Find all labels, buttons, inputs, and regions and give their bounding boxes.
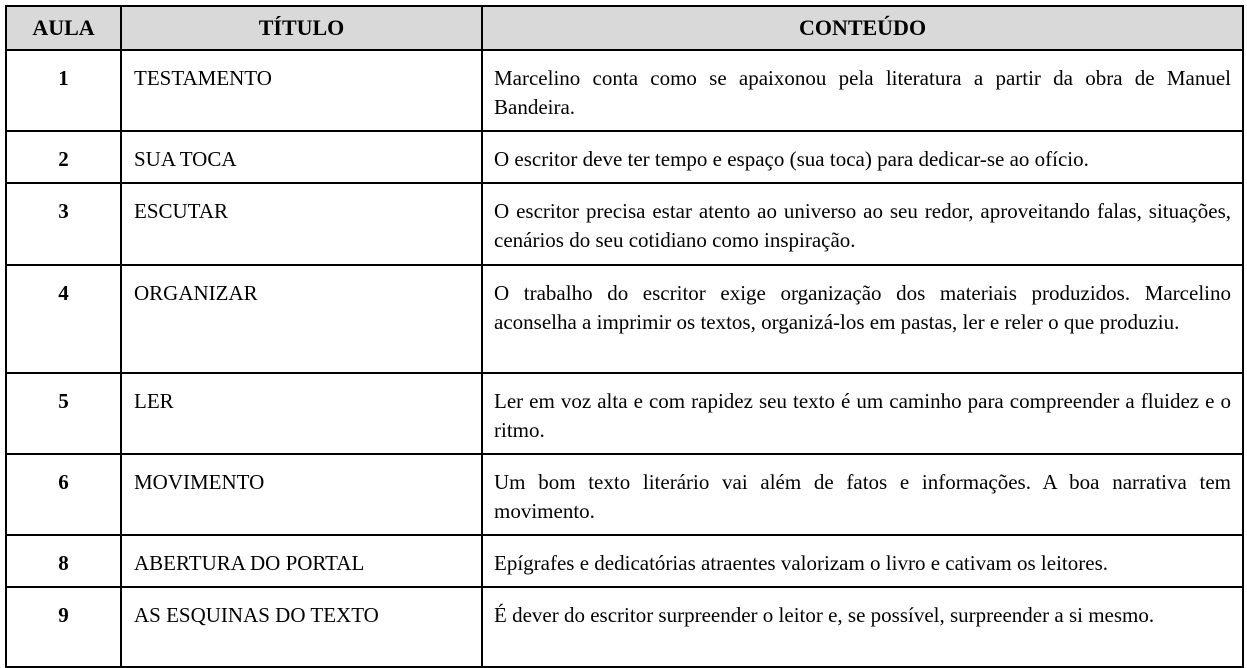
aula-number: 8: [6, 535, 121, 587]
lesson-title: ESCUTAR: [121, 183, 482, 265]
lesson-content: Ler em voz alta e com rapidez seu texto é um caminho para compreender a fluidez e o ritmo.: [482, 373, 1243, 454]
lesson-title: TESTAMENTO: [121, 50, 482, 131]
lessons-table: [5, 5, 1244, 668]
lesson-content: Marcelino conta como se apaixonou pela literatura a partir da obra de Manuel Bandeira.: [482, 50, 1243, 131]
lesson-content: O escritor deve ter tempo e espaço (sua toca) para dedicar-se ao ofício.: [482, 131, 1243, 183]
aula-number: 3: [6, 183, 121, 265]
aula-number: 2: [6, 131, 121, 183]
aula-number: 5: [6, 373, 121, 454]
lesson-title: MOVIMENTO: [121, 454, 482, 535]
lesson-title: ORGANIZAR: [121, 265, 482, 373]
lesson-title: SUA TOCA: [121, 131, 482, 183]
table-row: [6, 131, 1243, 183]
aula-number: 1: [6, 50, 121, 131]
table-row: [6, 535, 1243, 587]
table-row: [6, 587, 1243, 667]
header-conteudo: CONTEÚDO: [482, 6, 1243, 50]
lesson-content: O escritor precisa estar atento ao universo ao seu redor, aproveitando falas, situações, cenários do seu cotidiano como inspiração.: [482, 183, 1243, 265]
lesson-content: Um bom texto literário vai além de fatos e informações. A boa narrativa tem movimento.: [482, 454, 1243, 535]
table-row: [6, 373, 1243, 454]
lesson-title: LER: [121, 373, 482, 454]
table-row: [6, 454, 1243, 535]
header-aula: AULA: [6, 6, 121, 50]
aula-number: 6: [6, 454, 121, 535]
lesson-content: O trabalho do escritor exige organização dos materiais produzidos. Marcelino aconselha a imprimir os textos, organizá-los em pastas, ler e reler o que produziu.: [482, 265, 1243, 373]
aula-number: 4: [6, 265, 121, 373]
header-row: [6, 6, 1243, 50]
lesson-content: Epígrafes e dedicatórias atraentes valorizam o livro e cativam os leitores.: [482, 535, 1243, 587]
lesson-title: AS ESQUINAS DO TEXTO: [121, 587, 482, 667]
table-row: [6, 183, 1243, 265]
table-row: [6, 50, 1243, 131]
table-row: [6, 265, 1243, 373]
lesson-content: É dever do escritor surpreender o leitor e, se possível, surpreender a si mesmo.: [482, 587, 1243, 667]
header-titulo: TÍTULO: [121, 6, 482, 50]
aula-number: 9: [6, 587, 121, 667]
lesson-title: ABERTURA DO PORTAL: [121, 535, 482, 587]
